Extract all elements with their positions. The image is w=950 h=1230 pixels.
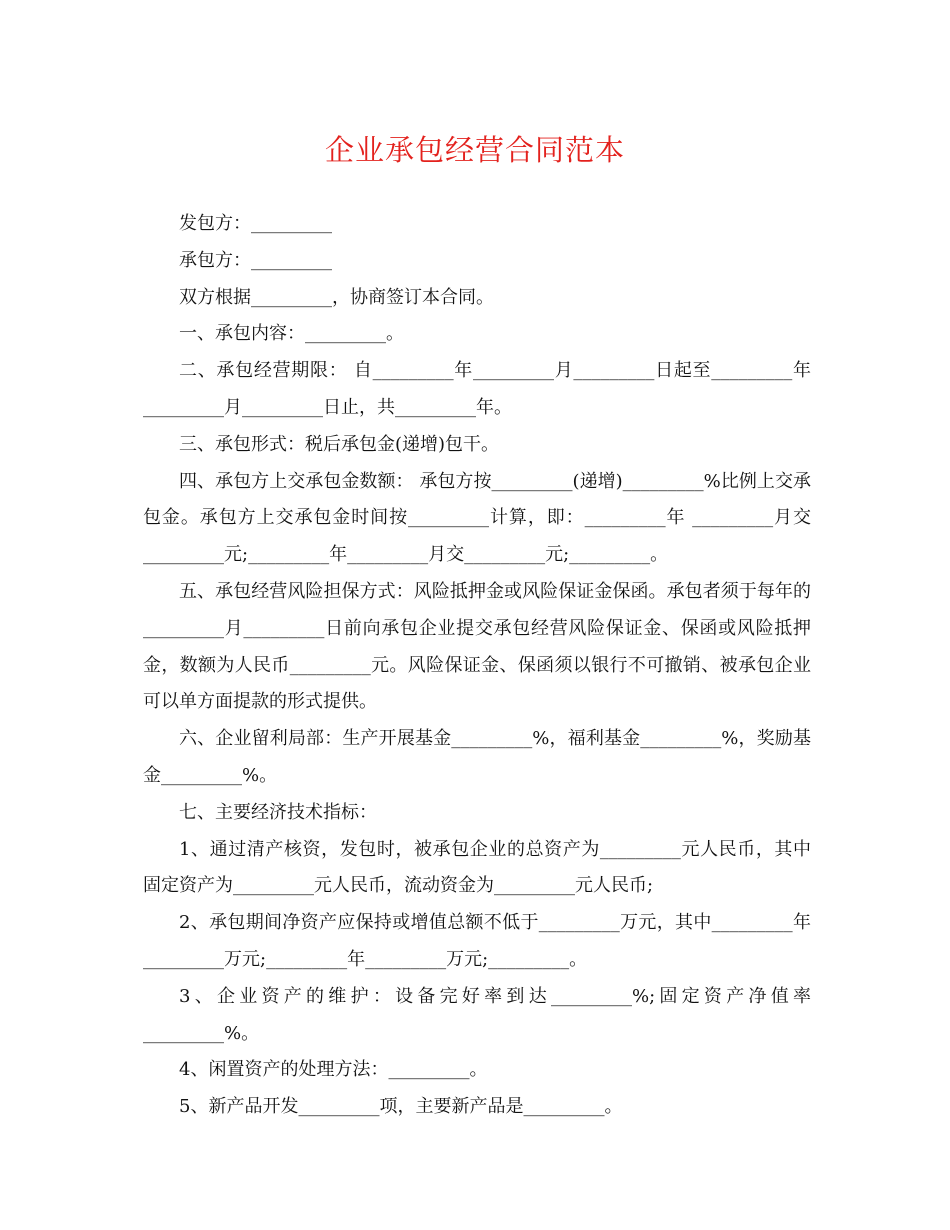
paragraph-clause-1: 一、承包内容：_________。 (179, 323, 404, 345)
paragraph-item-3: 3、企业资产的维护：设备完好率到达_________%;固定资产净值率_________%。 (143, 985, 811, 1044)
document-body (143, 206, 811, 1126)
paragraph-item-2: 2、承包期间净资产应保持或增值总额不低于_________万元，其中_________年_________万元;_________年_________万元;_________。 (143, 912, 811, 970)
paragraph-contractor: 承包方：_________ (179, 249, 332, 271)
paragraph-basis: 双方根据_________，协商签订本合同。 (179, 286, 494, 308)
paragraph-clause-3: 三、承包形式：税后承包金(递增)包干。 (179, 433, 500, 455)
paragraph-clause-6: 六、企业留利局部：生产开展基金_________%，福利基金_________%，奖励基金_________%。 (143, 728, 811, 786)
paragraph-clause-4: 四、承包方上交承包金数额： 承包方按_________(递增)_________%比例上交承包金。承包方上交承包金时间按_________计算，即：_________年 _________月交_________元;_________年_________月交_________元;_________。 (143, 470, 811, 566)
document-title: 企业承包经营合同范本 (324, 133, 625, 167)
paragraph-item-1: 1、通过清产核资，发包时，被承包企业的总资产为_________元人民币，其中固定资产为_________元人民币，流动资金为_________元人民币; (143, 838, 811, 897)
paragraph-clause-7: 七、主要经济技术指标： (179, 801, 377, 823)
paragraph-item-5: 5、新产品开发_________项，主要新产品是_________。 (179, 1096, 623, 1118)
paragraph-clause-2: 二、承包经营期限： 自_________年_________月_________日起至_________年_________月_________日止，共_________年。 (143, 360, 811, 418)
paragraph-clause-5: 五、承包经营风险担保方式：风险抵押金或风险保证金保函。承包者须于每年的_________月_________日前向承包企业提交承包经营风险保证金、保函或风险抵押金，数额为人民币_________元。风险保证金、保函须以银行不可撤销、被承包企业可以单方面提款的形式提供。 (143, 580, 811, 713)
paragraph-issuer: 发包方：_________ (179, 213, 332, 234)
paragraph-item-4: 4、闲置资产的处理方法：_________。 (179, 1059, 488, 1081)
